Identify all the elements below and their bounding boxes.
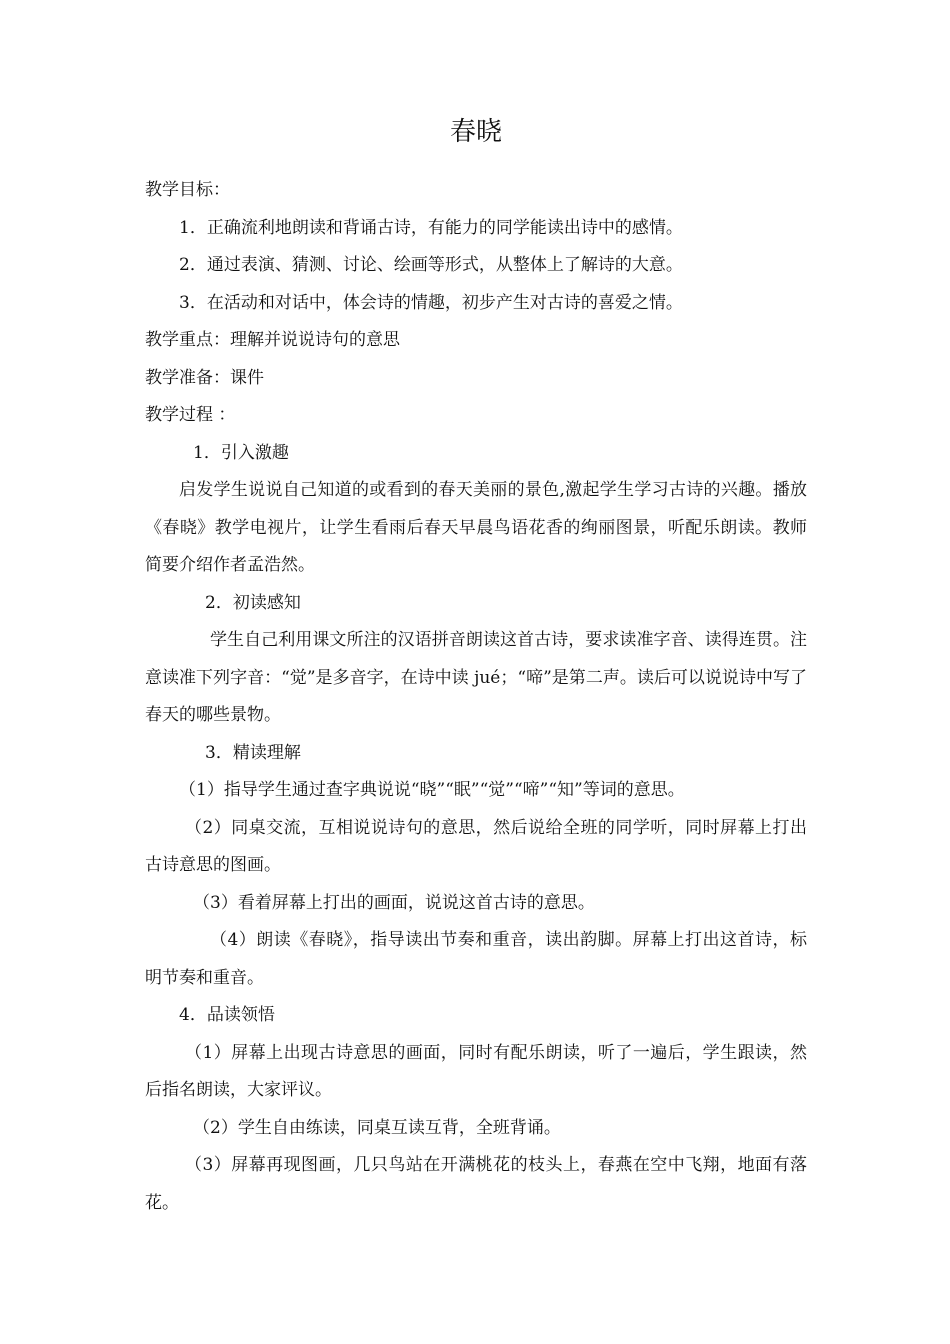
step4-item-3: （3）屏幕再现图画，几只鸟站在开满桃花的枝头上，春燕在空中飞翔，地面有落花。 [145,1155,807,1213]
step1-title: 1．引入激趣 [193,442,289,463]
step4-title: 4．品读领悟 [179,1005,275,1025]
step2-text: 学生自己利用课文所注的汉语拼音朗读这首古诗，要求读准字音、读得连贯。注意读准下列字音：“觉”是多音字，在诗中读 jué；“啼”是第二声。读后可以说说诗中写了春天的哪些景物。 [145,630,807,725]
step3-title: 3．精读理解 [205,742,301,763]
step4-item-1: （1）屏幕上出现古诗意思的画面，同时有配乐朗读，听了一遍后，学生跟读，然后指名朗读，大家评议。 [145,1042,807,1100]
goal-item-3: 3．在活动和对话中，体会诗的情趣，初步产生对古诗的喜爱之情。 [179,292,683,313]
teaching-preparation: 教学准备：课件 [145,367,264,388]
document-page [145,112,807,1222]
teaching-focus: 教学重点：理解并说说诗句的意思 [145,330,400,350]
goals-heading: 教学目标： [145,180,230,200]
goal-item-1: 1．正确流利地朗读和背诵古诗，有能力的同学能读出诗中的感情。 [179,217,683,238]
step4-item-2: （2）学生自由练读，同桌互读互背，全班背诵。 [193,1117,561,1138]
step3-item-4: （4）朗读《春晓》，指导读出节奏和重音，读出韵脚。屏幕上打出这首诗，标明节奏和重音。 [145,930,807,988]
document-title: 春晓 [449,117,502,147]
process-heading: 教学过程 ： [145,405,236,425]
step3-item-1: （1）指导学生通过查字典说说“晓”“眠”“觉”“啼”“知”等词的意思。 [179,780,685,800]
step3-item-2: （2）同桌交流，互相说说诗句的意思，然后说给全班的同学听，同时屏幕上打出古诗意思的图画。 [145,817,807,875]
goal-item-2: 2．通过表演、猜测、讨论、绘画等形式，从整体上了解诗的大意。 [179,255,683,275]
step2-title: 2．初读感知 [205,592,301,613]
step1-text: 启发学生说说自己知道的或看到的春天美丽的景色,激起学生学习古诗的兴趣。播放《春晓》教学电视片，让学生看雨后春天早晨鸟语花香的绚丽图景，听配乐朗读。教师简要介绍作者孟浩然。 [145,480,807,575]
step3-item-3: （3）看着屏幕上打出的画面，说说这首古诗的意思。 [193,892,595,913]
